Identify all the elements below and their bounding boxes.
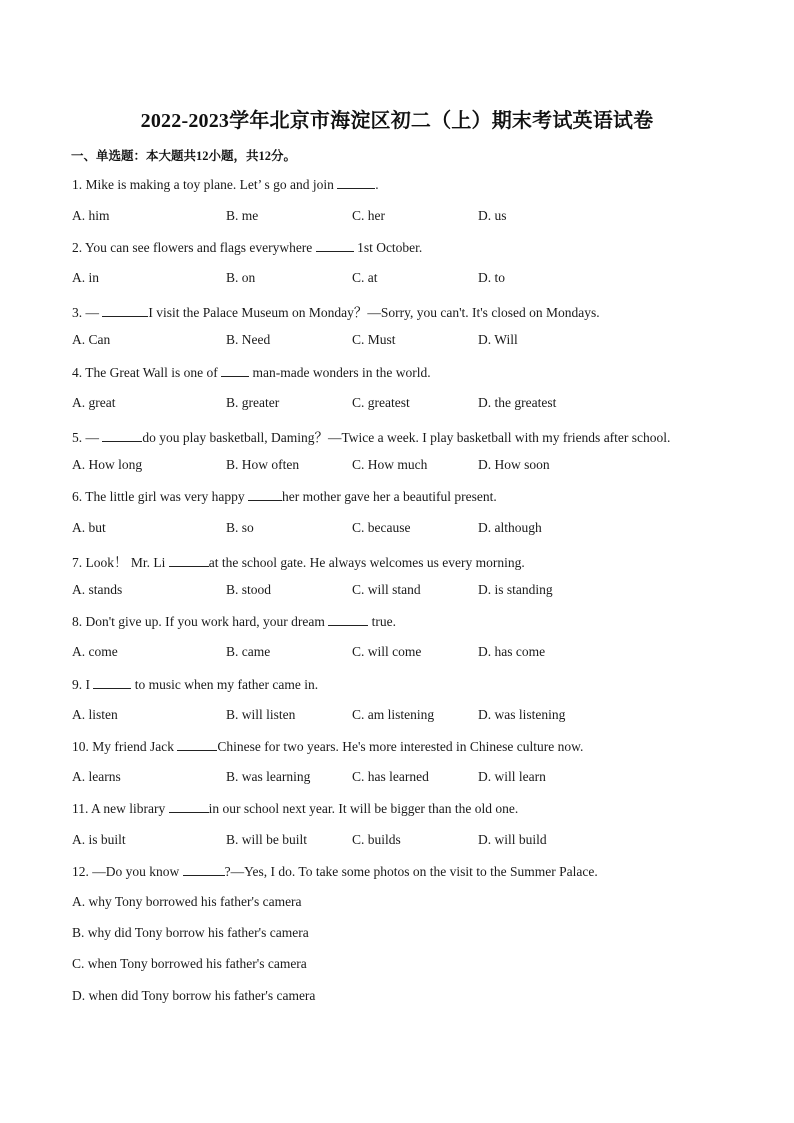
- option-a[interactable]: A. why Tony borrowed his father's camera: [72, 894, 302, 909]
- answer-blank: [316, 239, 354, 252]
- question-11: [72, 800, 518, 817]
- answer-blank: [183, 863, 225, 876]
- question-text: .: [375, 177, 379, 192]
- option-c[interactable]: C. because: [352, 520, 411, 535]
- question-3: [72, 301, 600, 321]
- question-text: to music when my father came in.: [131, 677, 319, 692]
- option-a[interactable]: A. learns: [72, 769, 121, 784]
- question-text: 5. —: [72, 430, 103, 445]
- option-d[interactable]: D. has come: [478, 644, 546, 659]
- options-row-9: [72, 707, 732, 725]
- option-d[interactable]: D. is standing: [478, 582, 553, 597]
- option-a[interactable]: A. him: [72, 208, 110, 223]
- question-text: true.: [368, 614, 396, 629]
- options-row-11: [72, 832, 732, 850]
- option-b[interactable]: B. How often: [226, 457, 300, 472]
- option-a[interactable]: A. great: [72, 395, 116, 410]
- option-c[interactable]: C. builds: [352, 832, 401, 847]
- option-d[interactable]: D. Will: [478, 332, 518, 347]
- question-10: [72, 738, 583, 755]
- question-text: in our school next year. It will be bigger than the old one.: [208, 801, 519, 816]
- option-d[interactable]: D. was listening: [478, 707, 566, 722]
- question-2: [72, 239, 422, 256]
- question-text: 7. Look！ Mr. Li: [72, 555, 169, 570]
- options-row-3: [72, 332, 732, 350]
- options-row-1: [72, 208, 732, 226]
- question-4: [72, 364, 431, 381]
- option-c[interactable]: C. Must: [352, 332, 396, 347]
- question-text: 12. —Do you know: [72, 864, 183, 879]
- option-b[interactable]: B. why did Tony borrow his father's camera: [72, 925, 309, 940]
- option-d[interactable]: D. to: [478, 270, 505, 285]
- section-heading: 一、单选题：本大题共12小题，共12分。: [71, 149, 297, 163]
- question-text: at the school gate. He always welcomes us every morning.: [208, 555, 525, 570]
- answer-blank: [248, 488, 282, 501]
- question-12: [72, 863, 598, 880]
- question-text: 11. A new library: [72, 801, 169, 816]
- question-1: [72, 176, 379, 193]
- question-5: [72, 426, 670, 446]
- option-c[interactable]: C. greatest: [352, 395, 410, 410]
- option-a[interactable]: A. come: [72, 644, 118, 659]
- option-b[interactable]: B. will listen: [226, 707, 296, 722]
- question-text: her mother gave her a beautiful present.: [281, 489, 497, 504]
- question-9: [72, 676, 318, 693]
- options-row-8: [72, 644, 732, 662]
- option-a[interactable]: A. How long: [72, 457, 143, 472]
- question-text: 2. You can see flowers and flags everywhere: [72, 240, 316, 255]
- question-text: 8. Don't give up. If you work hard, your dream: [72, 614, 329, 629]
- options-row-6: [72, 520, 732, 538]
- option-a[interactable]: A. in: [72, 270, 99, 285]
- option-d[interactable]: D. How soon: [478, 457, 550, 472]
- option-b[interactable]: B. was learning: [226, 769, 311, 784]
- option-d[interactable]: D. will learn: [478, 769, 546, 784]
- answer-blank: [337, 176, 375, 189]
- option-c[interactable]: C. at: [352, 270, 378, 285]
- exam-title: 2022-2023学年北京市海淀区初二（上）期末考试英语试卷: [140, 110, 654, 132]
- option-b[interactable]: B. came: [226, 644, 271, 659]
- option-c[interactable]: C. when Tony borrowed his father's camera: [72, 956, 307, 971]
- option-c[interactable]: C. am listening: [352, 707, 435, 722]
- answer-blank: [93, 676, 131, 689]
- question-8: [72, 613, 396, 630]
- option-d[interactable]: D. will build: [478, 832, 547, 847]
- question-text: 3. —: [72, 305, 103, 320]
- question-text: 1st October.: [353, 240, 423, 255]
- options-row-5: [72, 457, 732, 475]
- answer-blank: [102, 429, 142, 442]
- option-b[interactable]: B. greater: [226, 395, 280, 410]
- option-c[interactable]: C. How much: [352, 457, 428, 472]
- answer-blank: [102, 304, 148, 317]
- answer-blank: [221, 364, 249, 377]
- question-text: 4. The Great Wall is one of: [72, 365, 222, 380]
- options-row-10: [72, 769, 732, 787]
- option-a[interactable]: A. listen: [72, 707, 118, 722]
- option-c[interactable]: C. will come: [352, 644, 422, 659]
- question-text: I visit the Palace Museum on Monday？—Sorry, you can't. It's closed on Mondays.: [148, 305, 600, 320]
- options-row-7: [72, 582, 732, 600]
- option-a[interactable]: A. stands: [72, 582, 123, 597]
- option-c[interactable]: C. will stand: [352, 582, 421, 597]
- question-text: 10. My friend Jack: [72, 739, 178, 754]
- options-row-2: [72, 270, 732, 288]
- question-6: [72, 488, 497, 505]
- question-text: 1. Mike is making a toy plane. Let’ s go and join: [72, 177, 338, 192]
- option-d[interactable]: D. when did Tony borrow his father's camera: [72, 988, 316, 1003]
- answer-blank: [169, 800, 209, 813]
- question-text: 9. I: [72, 677, 94, 692]
- question-text: Chinese for two years. He's more interested in Chinese culture now.: [217, 739, 584, 754]
- option-b[interactable]: B. will be built: [226, 832, 307, 847]
- question-text: man-made wonders in the world.: [249, 365, 431, 380]
- option-c[interactable]: C. has learned: [352, 769, 429, 784]
- option-d[interactable]: D. the greatest: [478, 395, 557, 410]
- question-text: 6. The little girl was very happy: [72, 489, 248, 504]
- answer-blank: [169, 554, 209, 567]
- option-a[interactable]: A. is built: [72, 832, 126, 847]
- option-a[interactable]: A. Can: [72, 332, 111, 347]
- option-b[interactable]: B. Need: [226, 332, 271, 347]
- question-7: [72, 551, 525, 571]
- option-c[interactable]: C. her: [352, 208, 385, 223]
- option-b[interactable]: B. on: [226, 270, 256, 285]
- option-a[interactable]: A. but: [72, 520, 106, 535]
- answer-blank: [177, 738, 217, 751]
- option-b[interactable]: B. stood: [226, 582, 272, 597]
- answer-blank: [328, 613, 368, 626]
- option-b[interactable]: B. so: [226, 520, 254, 535]
- option-d[interactable]: D. us: [478, 208, 507, 223]
- option-d[interactable]: D. although: [478, 520, 542, 535]
- question-text: do you play basketball, Daming？—Twice a week. I play basketball with my friends after school.: [142, 430, 671, 445]
- option-b[interactable]: B. me: [226, 208, 259, 223]
- options-row-4: [72, 395, 732, 413]
- question-text: ?—Yes, I do. To take some photos on the visit to the Summer Palace.: [224, 864, 598, 879]
